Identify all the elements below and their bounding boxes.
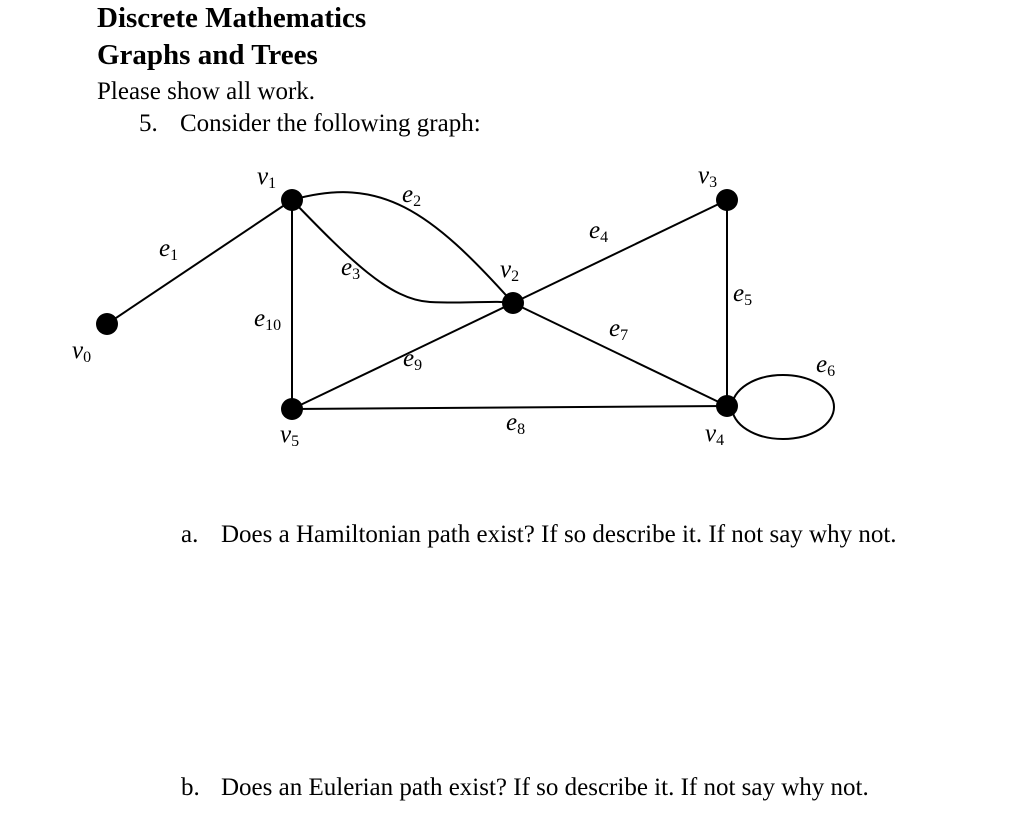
vertex-label-v3: v3 xyxy=(698,162,718,191)
edge-e2 xyxy=(292,192,513,303)
edge-label-e6: e6 xyxy=(816,351,836,380)
instruction-text: Please show all work. xyxy=(97,78,316,105)
problem-prompt: Consider the following graph: xyxy=(180,110,481,137)
vertex-label-v0: v0 xyxy=(72,337,92,366)
vertex-v0 xyxy=(96,313,118,335)
question-a-letter: a. xyxy=(181,521,199,548)
page-title: Discrete Mathematics xyxy=(97,2,367,34)
vertex-v2 xyxy=(502,292,524,314)
edge-e6 xyxy=(732,375,834,439)
vertex-label-v1: v1 xyxy=(257,163,277,192)
vertex-v3 xyxy=(716,189,738,211)
vertex-label-v4: v4 xyxy=(705,420,725,449)
edge-label-e1: e1 xyxy=(159,235,179,264)
edge-label-e7: e7 xyxy=(609,315,629,344)
edge-label-e4: e4 xyxy=(589,217,609,246)
edge-label-e2: e2 xyxy=(402,181,422,210)
question-a-text: Does a Hamiltonian path exist? If so describe it. If not say why not. xyxy=(221,521,897,548)
edge-label-e10: e10 xyxy=(254,305,282,334)
question-b-letter: b. xyxy=(181,774,200,801)
edge-label-e5: e5 xyxy=(733,280,753,309)
edge-label-e3: e3 xyxy=(341,254,361,283)
vertex-label-v2: v2 xyxy=(500,256,520,285)
vertex-label-v5: v5 xyxy=(280,421,300,450)
vertex-v4 xyxy=(716,395,738,417)
vertex-v1 xyxy=(281,189,303,211)
vertex-v5 xyxy=(281,398,303,420)
page-subtitle: Graphs and Trees xyxy=(97,39,318,71)
question-b-text: Does an Eulerian path exist? If so describe it. If not say why not. xyxy=(221,774,869,801)
edge-label-e8: e8 xyxy=(506,409,526,438)
problem-number: 5. xyxy=(139,110,158,137)
edge-label-e9: e9 xyxy=(403,345,423,374)
edge-e4 xyxy=(513,200,727,303)
edge-e3 xyxy=(292,200,513,303)
